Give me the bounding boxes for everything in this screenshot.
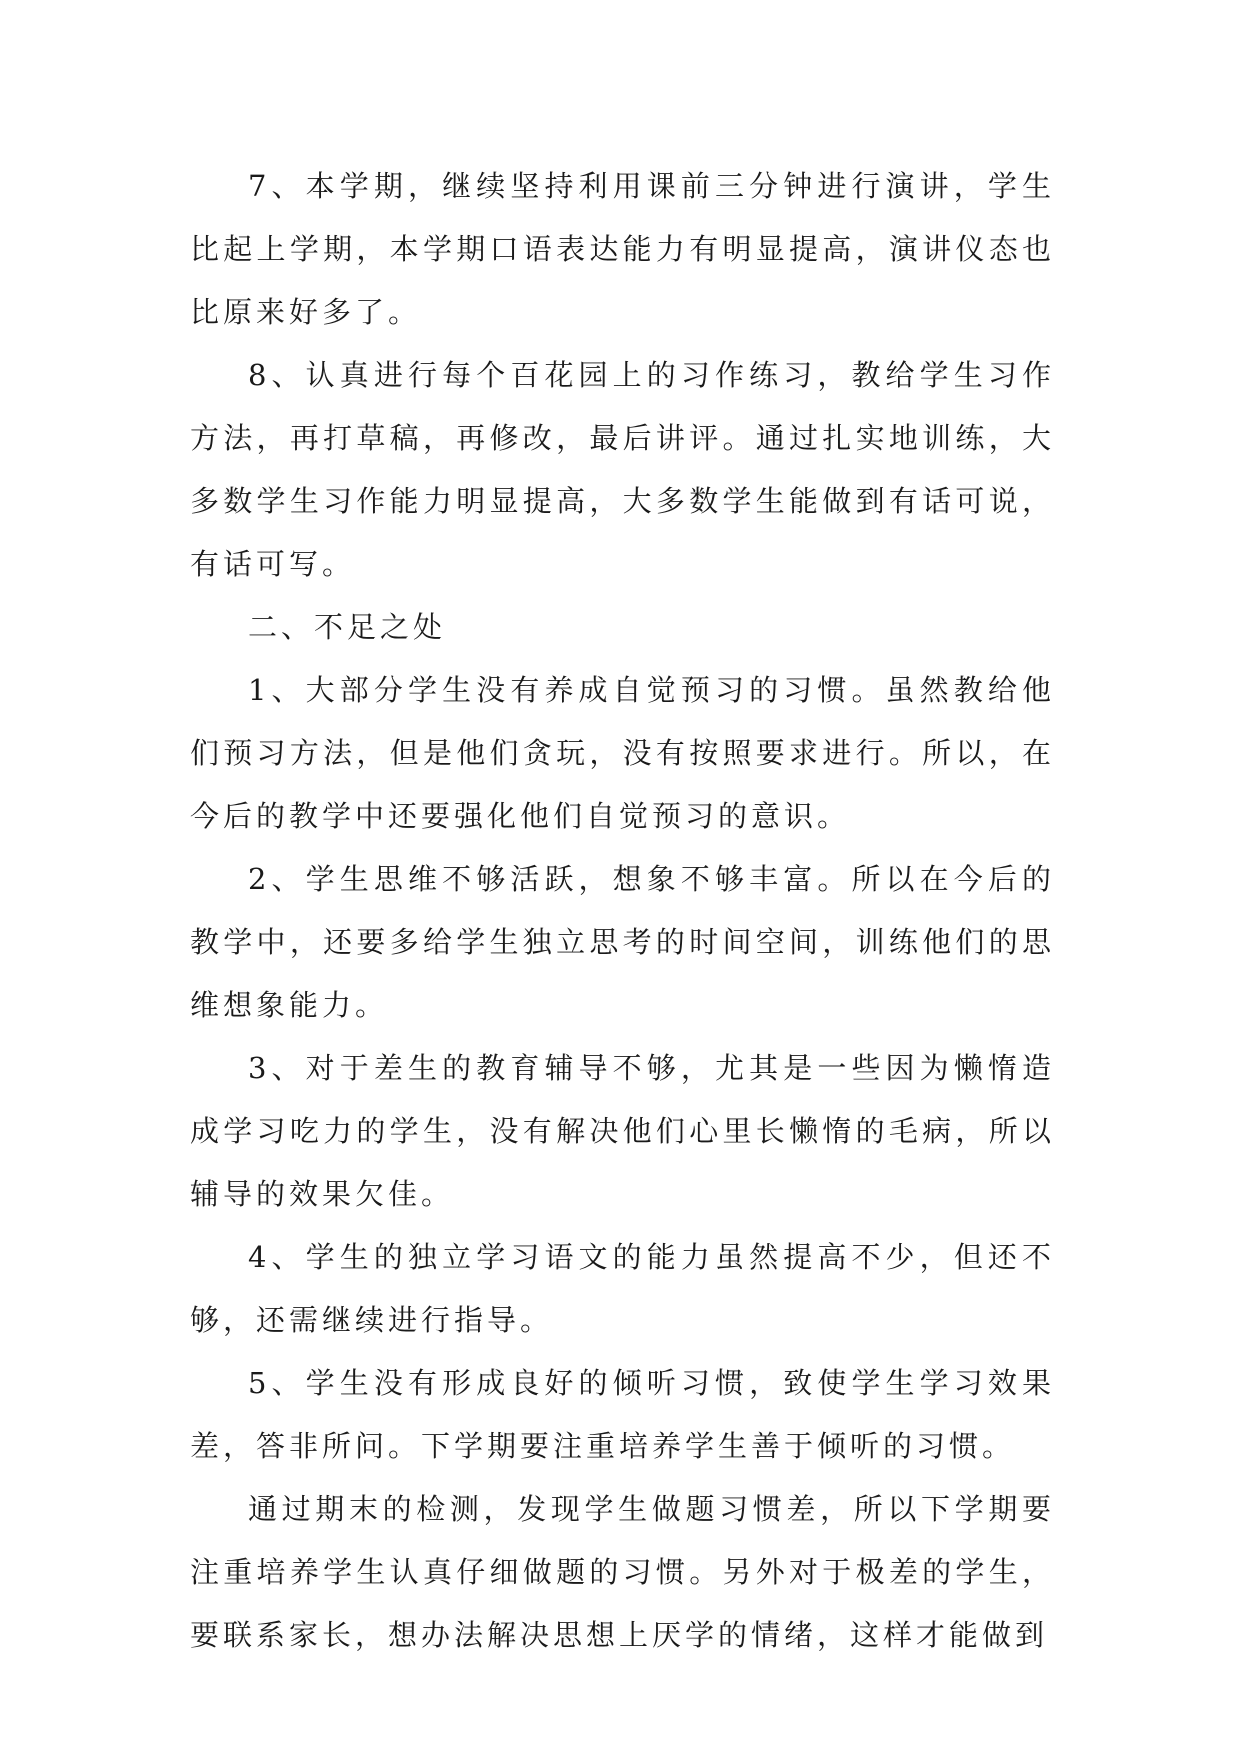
shortcoming-item-3: 3、对于差生的教育辅导不够，尤其是一些因为懒惰造成学习吃力的学生，没有解决他们心里长懒惰的毛病，所以辅导的效果欠佳。 <box>190 1051 1055 1211</box>
closing-paragraph: 通过期末的检测，发现学生做题习惯差，所以下学期要注重培养学生认真仔细做题的习惯。另外对于极差的学生，要联系家长，想办法解决思想上厌学的情绪，这样才能做到 <box>190 1492 1055 1652</box>
section-heading-shortcomings: 二、不足之处 <box>248 610 447 644</box>
shortcoming-item-1: 1、大部分学生没有养成自觉预习的习惯。虽然教给他们预习方法，但是他们贪玩，没有按照要求进行。所以，在今后的教学中还要强化他们自觉预习的意识。 <box>190 673 1055 833</box>
shortcoming-item-5: 5、学生没有形成良好的倾听习惯，致使学生学习效果差，答非所问。下学期要注重培养学生善于倾听的习惯。 <box>190 1366 1055 1463</box>
paragraph-7: 7、本学期，继续坚持利用课前三分钟进行演讲，学生比起上学期，本学期口语表达能力有明显提高，演讲仪态也比原来好多了。 <box>190 169 1055 329</box>
shortcoming-item-4: 4、学生的独立学习语文的能力虽然提高不少，但还不够，还需继续进行指导。 <box>190 1240 1055 1337</box>
document-body <box>190 155 1055 1667</box>
shortcoming-item-2: 2、学生思维不够活跃，想象不够丰富。所以在今后的教学中，还要多给学生独立思考的时间空间，训练他们的思维想象能力。 <box>190 862 1055 1022</box>
paragraph-8: 8、认真进行每个百花园上的习作练习，教给学生习作方法，再打草稿，再修改，最后讲评。通过扎实地训练，大多数学生习作能力明显提高，大多数学生能做到有话可说，有话可写。 <box>190 358 1055 581</box>
